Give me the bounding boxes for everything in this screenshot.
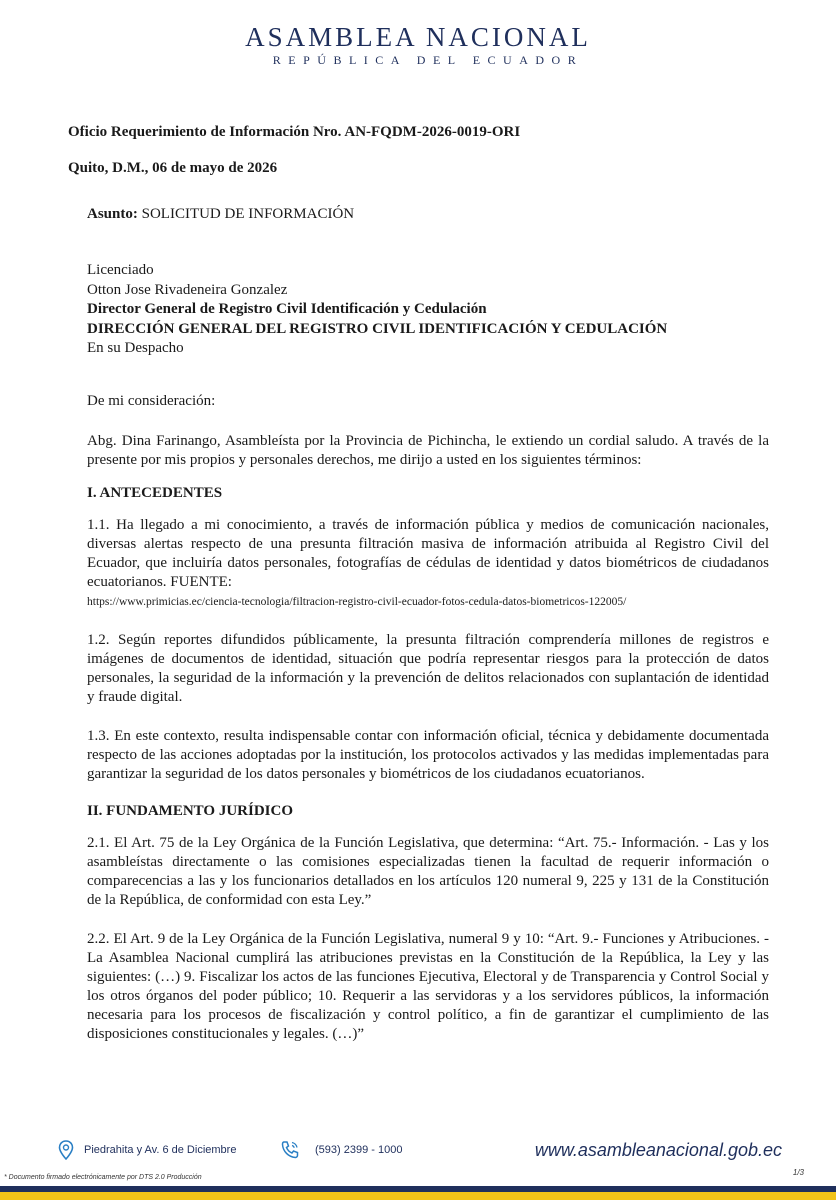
document-date: Quito, D.M., 06 de mayo de 2026	[68, 160, 278, 176]
recipient-title: Licenciado	[87, 262, 154, 278]
letterhead	[0, 22, 836, 68]
letterhead-subtitle: REPÚBLICA DEL ECUADOR	[272, 53, 584, 67]
letterhead-title: ASAMBLEA NACIONAL	[245, 22, 591, 52]
recipient-position: Director General de Registro Civil Identificación y Cedulación	[87, 301, 487, 317]
section-fundamento-title: II. FUNDAMENTO JURÍDICO	[87, 802, 293, 819]
location-pin-icon	[58, 1140, 74, 1160]
recipient-name: Otton Jose Rivadeneira Gonzalez	[87, 281, 288, 298]
paragraph-2-1: 2.1. El Art. 75 de la Ley Orgánica de la Función Legislativa, que determina: “Art. 75.- Información. - Las y los asambleístas directamente o las comisiones especializadas tienen la facultad de requerir información o comparecencias a las y los funcionarios detallados en los artículos 120 numeral 9, 225 y 131 de la Constitución de la República, de conformidad con esta Ley.”	[87, 834, 769, 908]
paragraph-1-1	[87, 516, 769, 611]
paragraph-2-2: 2.2. El Art. 9 de la Ley Orgánica de la Función Legislativa, numeral 9 y 10: “Art. 9.- Funciones y Atribuciones. - La Asamblea Nacional cumplirá las atribuciones previstas en la Constitución de la República, la Ley y las siguientes: (…) 9. Fiscalizar los actos de las funciones Ejecutiva, Electoral y de Transparencia y Control Social y los otros órganos del poder público; 10. Requerir a las servidoras y a los servidores públicos, la información necesaria para los procesos de fiscalización y control político, a fin de garantizar el cumplimiento de las disposiciones constitucionales y legales. (…)”	[87, 930, 769, 1042]
subject-line	[87, 205, 769, 224]
document-body	[87, 205, 769, 1044]
section-antecedentes-title: I. ANTECEDENTES	[87, 484, 223, 501]
page-number: 1/3	[792, 1168, 804, 1177]
paragraph-1-1-text: 1.1. Ha llegado a mi conocimiento, a través de información pública y medios de comunicación nacionales, diversas alertas respecto de una presunta filtración masiva de información atribuida al Registro Civil del Ecuador, que incluiría datos personales, fotografías de cédulas de identidad y datos biométricos de ciudadanos ecuatorianos. FUENTE:	[87, 516, 769, 590]
recipient-block	[87, 261, 769, 359]
phone-icon	[280, 1140, 300, 1160]
footer-stripe-yellow	[0, 1192, 836, 1200]
intro-paragraph: Abg. Dina Farinango, Asambleísta por la Provincia de Pichincha, le extiendo un cordial saludo. A través de la presente por mis propios y personales derechos, me dirijo a usted en los siguientes términos:	[87, 432, 769, 468]
signature-note: * Documento firmado electrónicamente por DTS 2.0 Producción	[4, 1174, 202, 1181]
subject-text: SOLICITUD DE INFORMACIÓN	[137, 206, 355, 222]
recipient-location: En su Despacho	[87, 340, 184, 356]
footer-address: Piedrahita y Av. 6 de Diciembre	[84, 1144, 237, 1156]
oficio-number: Oficio Requerimiento de Información Nro. AN-FQDM-2026-0019-ORI	[68, 124, 521, 140]
source-url: https://www.primicias.ec/ciencia-tecnologia/filtracion-registro-civil-ecuador-fotos-cedula-datos-biometricos-122005/	[87, 595, 627, 608]
subject-label: Asunto:	[87, 206, 138, 222]
footer	[58, 1140, 784, 1170]
greeting: De mi consideración:	[87, 392, 216, 409]
recipient-institution: DIRECCIÓN GENERAL DEL REGISTRO CIVIL IDENTIFICACIÓN Y CEDULACIÓN	[87, 320, 668, 337]
footer-website[interactable]: www.asambleanacional.gob.ec	[534, 1140, 782, 1160]
paragraph-1-3: 1.3. En este contexto, resulta indispensable contar con información oficial, técnica y debidamente documentada respecto de las acciones adoptadas por la institución, los protocolos activados y las medidas implementadas para garantizar la seguridad de los datos personales y biométricos de los ciudadanos ecuatorianos.	[87, 727, 769, 782]
paragraph-1-2: 1.2. Según reportes difundidos públicamente, la presunta filtración comprendería millones de registros e imágenes de documentos de identidad, situación que podría representar riesgos para la protección de datos personales, la seguridad de la información y la prevención de delitos relacionados con suplantación de identidad y fraude digital.	[87, 631, 769, 705]
footer-phone: (593) 2399 - 1000	[315, 1144, 403, 1156]
